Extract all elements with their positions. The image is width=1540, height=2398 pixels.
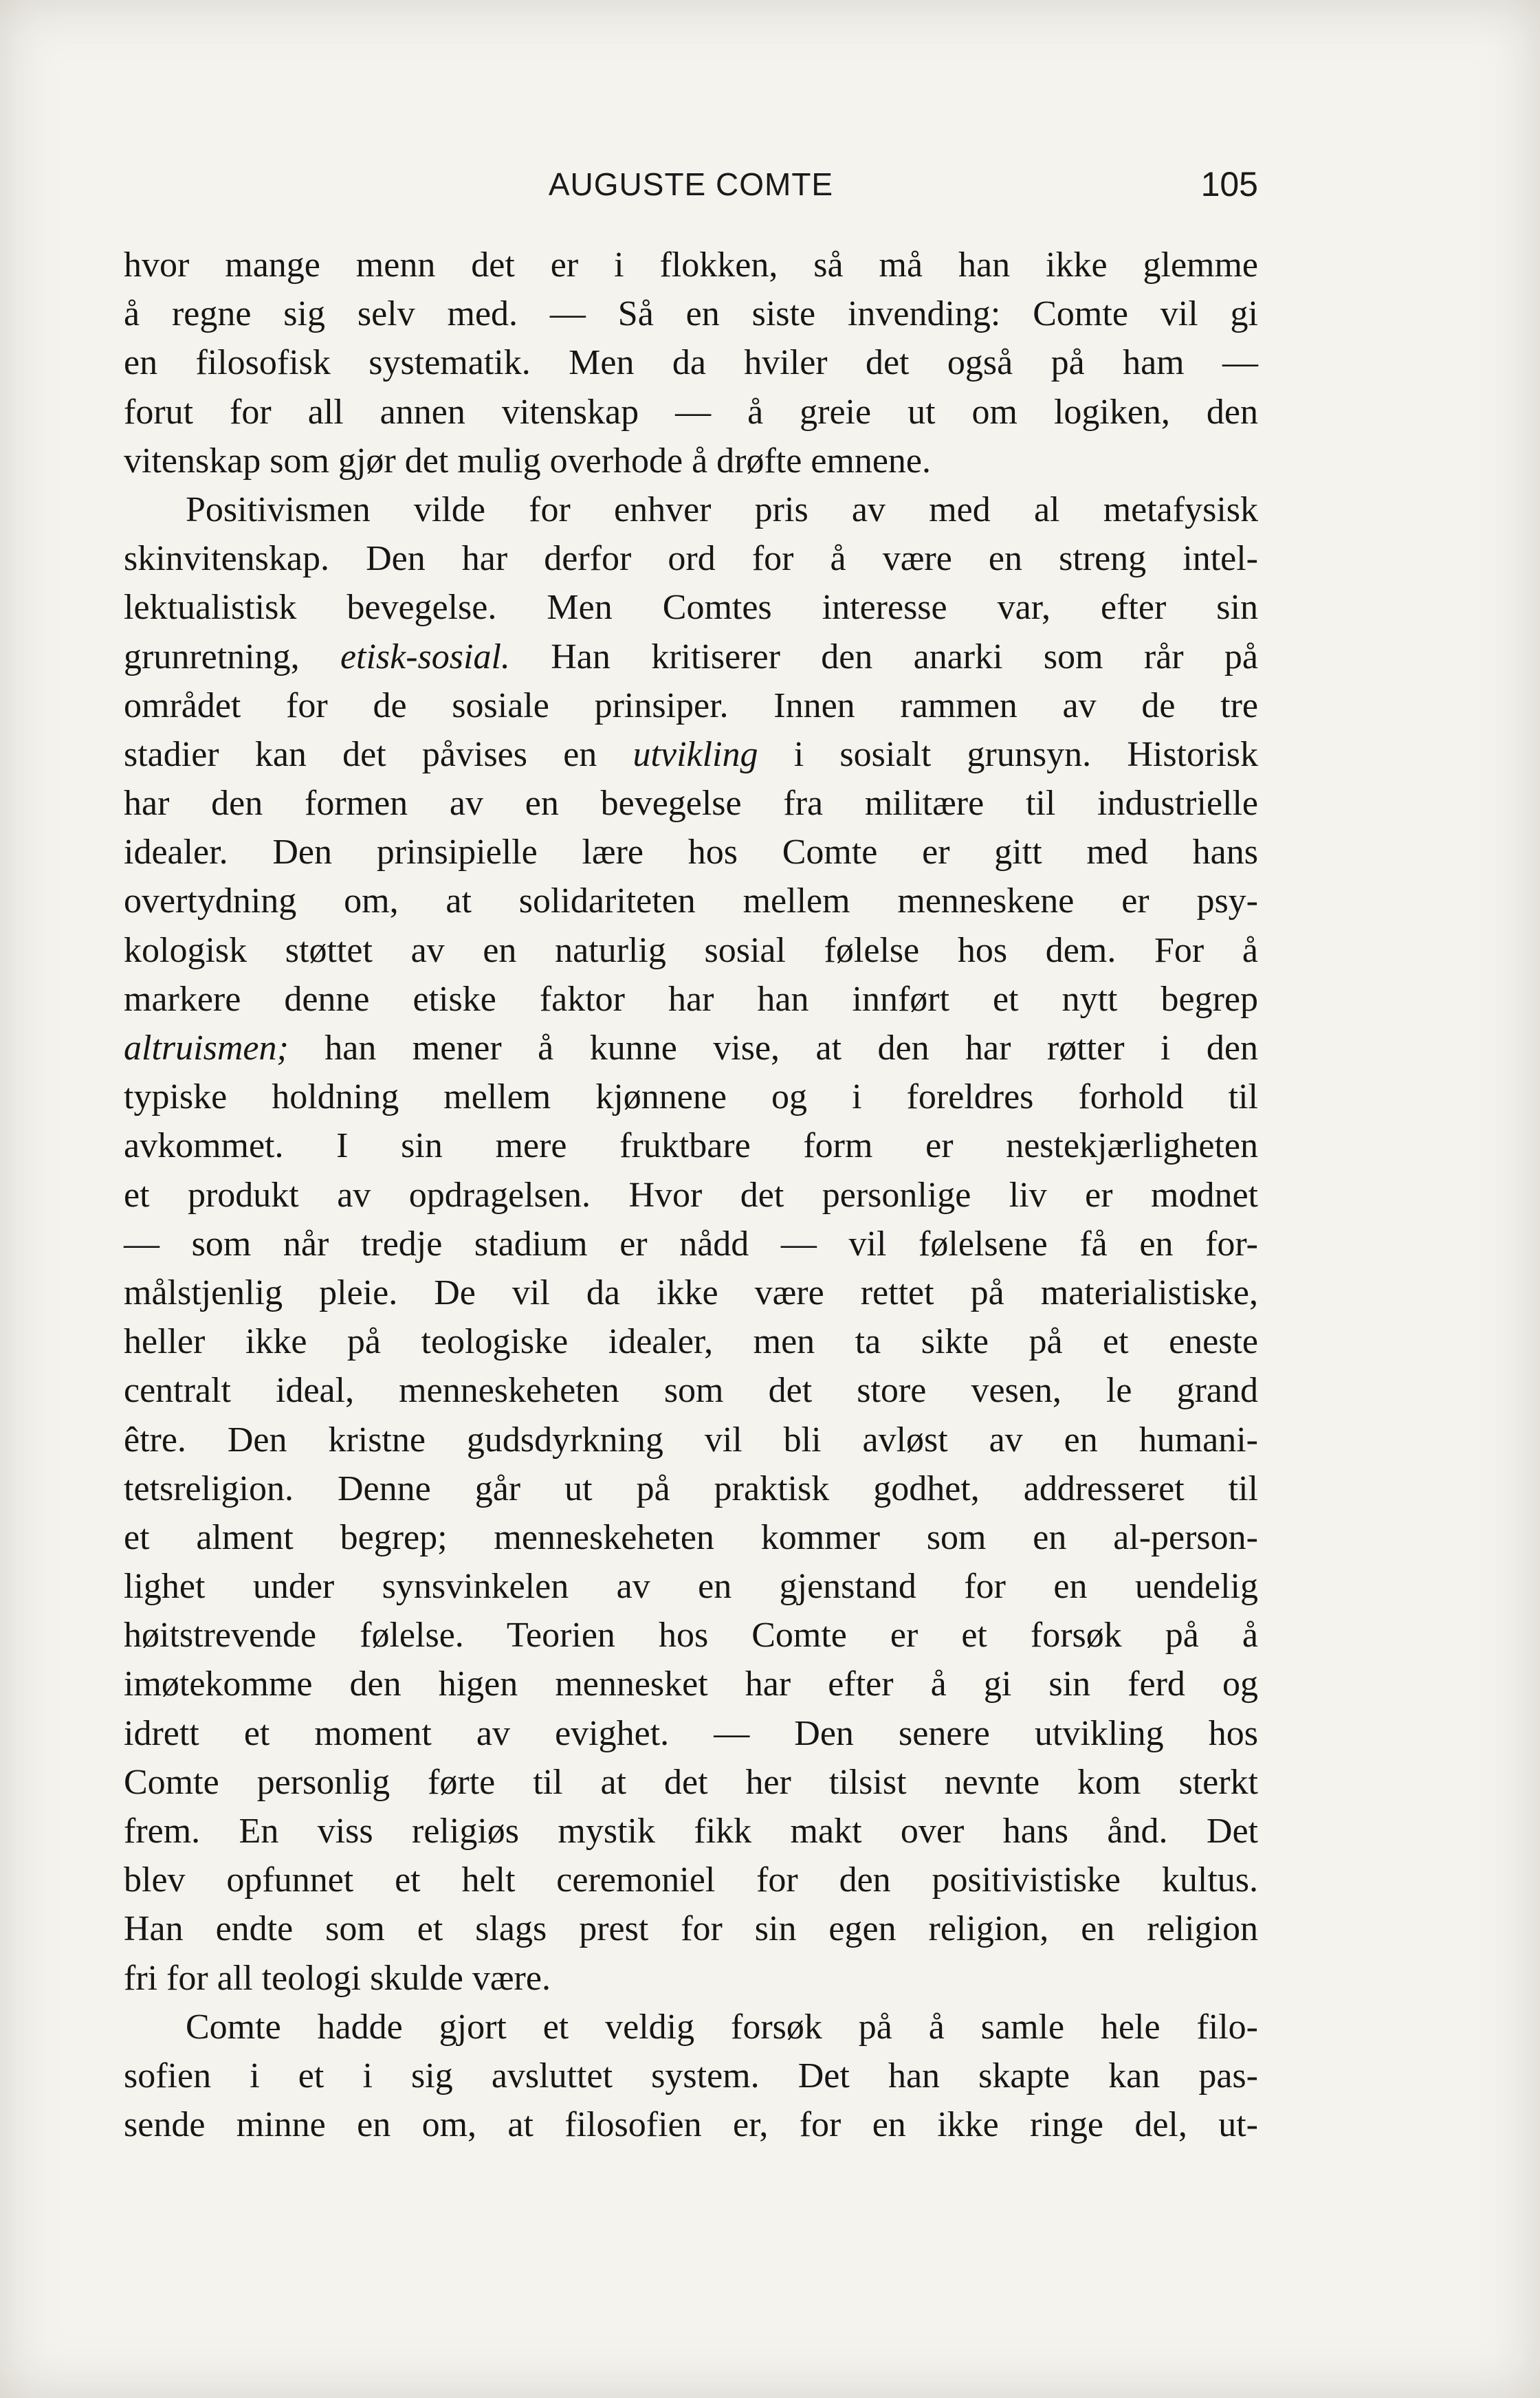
italic-term: utvikling [632, 734, 758, 774]
text-run: han mener å kunne vise, at den har røtter i den [288, 1028, 1258, 1068]
text-line: overtydning om, at solidariteten mellem menneskene er psy- [124, 881, 1258, 921]
text-line: skinvitenskap. Den har derfor ord for å være en streng intel- [124, 539, 1258, 579]
text-line: å regne sig selv med. — Så en siste invending: Comte vil gi [124, 294, 1258, 334]
text-line: markere denne etiske faktor har han innført et nytt begrep [124, 979, 1258, 1019]
text-line: centralt ideal, menneskeheten som det store vesen, le grand [124, 1371, 1258, 1411]
text-line: Han endte som et slags prest for sin egen religion, en religion [124, 1909, 1258, 1949]
text-line: sofien i et i sig avsluttet system. Det han skapte kan pas- [124, 2056, 1258, 2096]
text-line [124, 632, 1258, 681]
text-line: Positivismen vilde for enhver pris av med al metafysisk [186, 490, 1258, 529]
text-line: målstjenlig pleie. De vil da ikke være rettet på materialistiske, [124, 1273, 1258, 1312]
text-line: avkommet. I sin mere fruktbare form er nestekjærligheten [124, 1126, 1258, 1166]
text-line: lektualistisk bevegelse. Men Comtes interesse var, efter sin [124, 588, 1258, 628]
text-line: forut for all annen vitenskap — å greie ut om logiken, den [124, 392, 1258, 432]
text-line: heller ikke på teologiske idealer, men ta sikte på et eneste [124, 1322, 1258, 1362]
text-line: hvor mange menn det er i flokken, så må han ikke glemme [124, 245, 1258, 285]
text-line: fri for all teologi skulde være. [124, 1958, 551, 1998]
text-line: Comte hadde gjort et veldig forsøk på å samle hele filo- [186, 2007, 1258, 2047]
text-line: Comte personlig førte til at det her tilsist nevnte kom sterkt [124, 1762, 1258, 1802]
text-line: kologisk støttet av en naturlig sosial følelse hos dem. For å [124, 930, 1258, 970]
text-line: typiske holdning mellem kjønnene og i foreldres forhold til [124, 1077, 1258, 1117]
text-line: området for de sosiale prinsiper. Innen rammen av de tre [124, 685, 1258, 725]
text-line: imøtekomme den higen mennesket har efter å gi sin ferd og [124, 1664, 1258, 1704]
text-line: lighet under synsvinkelen av en gjenstand for en uendelig [124, 1567, 1258, 1607]
italic-term: etisk-sosial. [340, 637, 510, 676]
text-line: sende minne en om, at filosofien er, for en ikke ringe del, ut- [124, 2105, 1258, 2145]
text-line: idrett et moment av evighet. — Den senere utvikling hos [124, 1713, 1258, 1753]
text-line: tetsreligion. Denne går ut på praktisk godhet, addresseret til [124, 1468, 1258, 1508]
text-line: idealer. Den prinsipielle lære hos Comte er gitt med hans [124, 833, 1258, 872]
text-run: grunretning, [124, 637, 340, 676]
text-line: har den formen av en bevegelse fra militære til industrielle [124, 784, 1258, 824]
text-run: stadier kan det påvises en [124, 734, 633, 774]
body-text [124, 241, 1258, 2149]
text-run: i sosialt grunsyn. Historisk [758, 734, 1259, 774]
text-line: en filosofisk systematik. Men da hviler det også på ham — [124, 343, 1258, 383]
text-line [124, 730, 1258, 779]
text-line: høitstrevende følelse. Teorien hos Comte er et forsøk på å [124, 1616, 1258, 1656]
text-line [124, 1024, 1258, 1072]
text-line: et produkt av opdragelsen. Hvor det personlige liv er modnet [124, 1175, 1258, 1215]
text-line: et alment begrep; menneskeheten kommer som en al-person- [124, 1517, 1258, 1557]
page-header [124, 164, 1258, 205]
text-line: vitenskap som gjør det mulig overhode å drøfte emnene. [124, 441, 932, 481]
text-line: blev opfunnet et helt ceremoniel for den positivistiske kultus. [124, 1860, 1258, 1900]
page-number: 105 [1200, 165, 1258, 204]
running-title: AUGUSTE COMTE [548, 166, 834, 202]
text-line: frem. En viss religiøs mystik fikk makt over hans ånd. Det [124, 1812, 1258, 1851]
text-run: Han kritiserer den anarki som rår på [509, 637, 1258, 676]
text-line: être. Den kristne gudsdyrkning vil bli avløst av en humani- [124, 1420, 1258, 1460]
text-line: — som når tredje stadium er nådd — vil følelsene få en for- [124, 1224, 1258, 1264]
italic-term: altruismen; [124, 1028, 289, 1068]
